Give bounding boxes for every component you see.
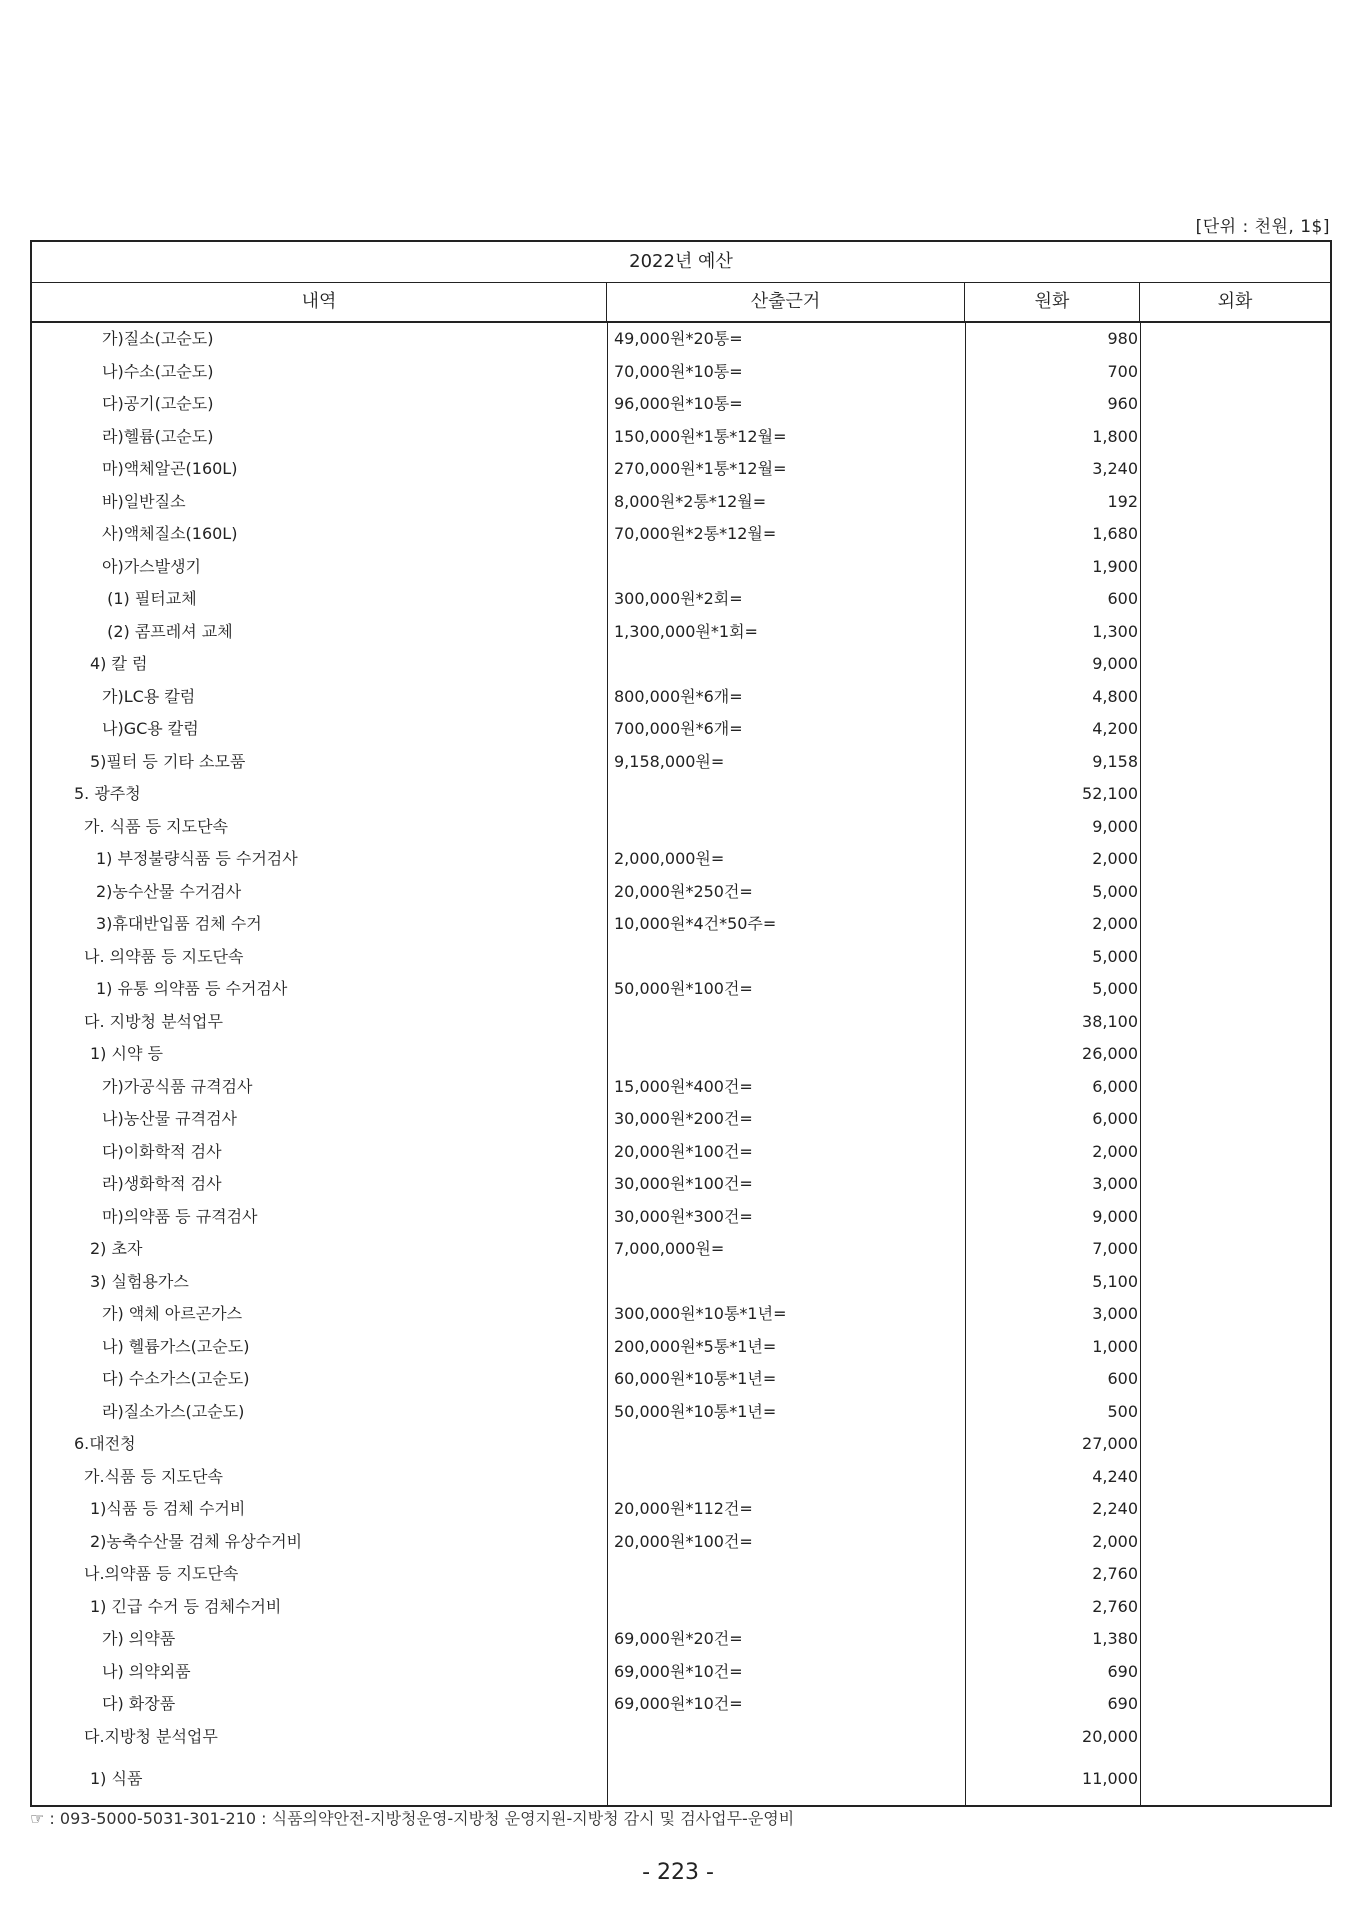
row-krw: 20,000: [1082, 1726, 1138, 1746]
row-krw: 38,100: [1082, 1011, 1138, 1031]
row-krw: 2,760: [1092, 1596, 1138, 1616]
row-krw: 7,000: [1092, 1239, 1138, 1258]
row-krw: 5,000: [1092, 946, 1138, 966]
table-row: [32, 876, 1330, 909]
row-item: 라)헬륨(고순도): [102, 426, 214, 446]
row-basis: 700,000원*6개=: [614, 719, 743, 738]
row-item: 나)농산물 규격검사: [102, 1109, 237, 1128]
row-krw: 2,000: [1092, 914, 1138, 933]
table-row: [32, 356, 1330, 389]
table-row: [32, 811, 1330, 844]
row-foreign: [1140, 1201, 1330, 1234]
row-basis: 2,000,000원=: [614, 849, 725, 868]
row-krw: 11,000: [1082, 1769, 1138, 1788]
row-item: 가) 액체 아르곤가스: [102, 1304, 243, 1323]
row-basis: [607, 1038, 965, 1071]
table-row: [32, 1038, 1330, 1071]
row-krw: 1,680: [1092, 524, 1138, 543]
row-foreign: [1140, 1591, 1330, 1624]
table-row: [32, 1526, 1330, 1559]
row-item: 1) 식품: [90, 1769, 143, 1788]
row-krw: 980: [1107, 329, 1138, 348]
row-item: 바)일반질소: [102, 491, 186, 511]
row-foreign: [1140, 1721, 1330, 1754]
table-row: [32, 616, 1330, 649]
row-item: 6.대전청: [74, 1434, 136, 1453]
row-basis: 800,000원*6개=: [614, 686, 743, 706]
row-krw: 960: [1107, 394, 1138, 413]
row-foreign: [1140, 1266, 1330, 1299]
column-header-foreign: 외화: [1217, 291, 1253, 312]
row-krw: 3,000: [1092, 1304, 1138, 1323]
table-row: [32, 941, 1330, 974]
row-basis: 60,000원*10통*1년=: [614, 1369, 777, 1388]
row-krw: 700: [1107, 361, 1138, 381]
page-number: - 223 -: [642, 1860, 714, 1885]
row-foreign: [1140, 1038, 1330, 1071]
table-row: [32, 778, 1330, 811]
row-foreign: [1140, 1071, 1330, 1104]
row-basis: [607, 1006, 965, 1039]
row-item: 가.식품 등 지도단속: [84, 1466, 223, 1486]
table-row: [32, 1623, 1330, 1656]
row-item: 1) 유통 의약품 등 수거검사: [96, 979, 288, 998]
row-foreign: [1140, 1396, 1330, 1429]
row-basis: 8,000원*2통*12월=: [614, 491, 767, 511]
table-row: [32, 1493, 1330, 1526]
row-item: 가)가공식품 규격검사: [102, 1076, 253, 1096]
row-basis: 96,000원*10통=: [614, 394, 743, 413]
column-header-basis: 산출근거: [607, 283, 965, 321]
table-row: [32, 518, 1330, 551]
row-foreign: [1140, 1006, 1330, 1039]
table-row: [32, 1266, 1330, 1299]
row-foreign: [1140, 388, 1330, 421]
row-item: 5. 광주청: [74, 784, 141, 803]
row-basis: 200,000원*5통*1년=: [614, 1336, 777, 1356]
row-foreign: [1140, 583, 1330, 616]
row-item: 아)가스발생기: [102, 556, 201, 576]
row-basis: [607, 941, 965, 974]
row-foreign: [1140, 1558, 1330, 1591]
row-basis: 150,000원*1통*12월=: [614, 426, 787, 446]
row-item: (1) 필터교체: [102, 589, 197, 608]
row-foreign: [1140, 908, 1330, 941]
row-foreign: [1140, 843, 1330, 876]
row-item: (2) 콤프레셔 교체: [102, 621, 233, 641]
row-item: 라)생화학적 검사: [102, 1174, 222, 1193]
row-foreign: [1140, 453, 1330, 486]
row-foreign: [1140, 713, 1330, 746]
row-basis: 1,300,000원*1회=: [614, 621, 758, 641]
row-krw: 1,300: [1092, 621, 1138, 641]
row-basis: [607, 1266, 965, 1299]
row-krw: 1,000: [1092, 1336, 1138, 1356]
row-foreign: [1140, 356, 1330, 389]
row-foreign: [1140, 1753, 1330, 1805]
row-basis: 30,000원*200건=: [614, 1109, 753, 1128]
row-foreign: [1140, 486, 1330, 519]
row-foreign: [1140, 551, 1330, 584]
table-row: [32, 1656, 1330, 1689]
year-header: 2022년 예산: [32, 242, 1330, 283]
row-basis: 15,000원*400건=: [614, 1076, 753, 1096]
row-basis: 9,158,000원=: [614, 751, 725, 771]
row-item: 나)GC용 칼럼: [102, 719, 199, 738]
row-item: 4) 칼 럼: [90, 654, 148, 673]
row-foreign: [1140, 1136, 1330, 1169]
row-basis: 69,000원*20건=: [614, 1629, 743, 1648]
row-basis: [607, 551, 965, 584]
table-row: [32, 1753, 1330, 1805]
row-item: 1) 긴급 수거 등 검체수거비: [90, 1596, 282, 1616]
row-krw: 9,158: [1092, 751, 1138, 771]
row-item: 다) 화장품: [102, 1694, 176, 1713]
table-row: [32, 323, 1330, 356]
row-foreign: [1140, 1656, 1330, 1689]
row-item: 나) 의약외품: [102, 1661, 191, 1681]
table-row: [32, 421, 1330, 454]
row-foreign: [1140, 746, 1330, 779]
table-row: [32, 1201, 1330, 1234]
table-row: [32, 1591, 1330, 1624]
row-krw: 6,000: [1092, 1109, 1138, 1128]
row-item: 가. 식품 등 지도단속: [84, 816, 228, 836]
row-krw: 2,000: [1092, 1141, 1138, 1161]
row-item: 다. 지방청 분석업무: [84, 1011, 223, 1031]
row-basis: [607, 1591, 965, 1624]
table-row: [32, 1071, 1330, 1104]
row-krw: 192: [1107, 491, 1138, 511]
row-krw: 690: [1107, 1694, 1138, 1713]
row-basis: 10,000원*4건*50주=: [614, 914, 777, 933]
row-krw: 9,000: [1092, 1206, 1138, 1226]
row-item: 라)질소가스(고순도): [102, 1401, 245, 1421]
row-foreign: [1140, 421, 1330, 454]
row-foreign: [1140, 876, 1330, 909]
table-row: [32, 713, 1330, 746]
row-krw: 5,000: [1092, 881, 1138, 901]
row-item: 나)수소(고순도): [102, 361, 214, 381]
table-row: [32, 1136, 1330, 1169]
row-foreign: [1140, 616, 1330, 649]
table-row: [32, 908, 1330, 941]
row-basis: [607, 648, 965, 681]
row-basis: [607, 1428, 965, 1461]
row-krw: 600: [1107, 1369, 1138, 1388]
unit-label: [단위 : 천원, 1$]: [1195, 217, 1330, 237]
table-row: [32, 746, 1330, 779]
row-krw: 1,380: [1092, 1629, 1138, 1648]
row-foreign: [1140, 1428, 1330, 1461]
row-basis: 300,000원*2회=: [614, 589, 743, 608]
row-item: 5)필터 등 기타 소모품: [90, 751, 246, 771]
row-krw: 9,000: [1092, 654, 1138, 673]
row-basis: 69,000원*10건=: [614, 1694, 743, 1713]
row-foreign: [1140, 1526, 1330, 1559]
row-basis: 50,000원*10통*1년=: [614, 1401, 777, 1421]
row-item: 가)LC용 칼럼: [102, 686, 196, 706]
row-foreign: [1140, 1493, 1330, 1526]
row-item: 가)질소(고순도): [102, 329, 214, 348]
row-foreign: [1140, 1103, 1330, 1136]
table-row: [32, 1363, 1330, 1396]
row-foreign: [1140, 1688, 1330, 1721]
row-item: 3)휴대반입품 검체 수거: [96, 914, 262, 933]
budget-table: [30, 240, 1332, 1807]
table-row: [32, 1396, 1330, 1429]
row-basis: 20,000원*100건=: [614, 1531, 753, 1551]
row-foreign: [1140, 1461, 1330, 1494]
row-basis: 30,000원*300건=: [614, 1206, 753, 1226]
row-item: 1)식품 등 검체 수거비: [90, 1499, 246, 1518]
row-basis: 270,000원*1통*12월=: [614, 459, 787, 478]
row-item: 1) 부정불량식품 등 수거검사: [96, 849, 298, 868]
table-row: [32, 388, 1330, 421]
row-krw: 27,000: [1082, 1434, 1138, 1453]
row-basis: 70,000원*2통*12월=: [614, 524, 777, 543]
table-row: [32, 1721, 1330, 1754]
table-row: [32, 1233, 1330, 1266]
row-basis: 20,000원*250건=: [614, 881, 753, 901]
footnote: ☞ : 093-5000-5031-301-210 : 식품의약안전-지방청운영-지방청 운영지원-지방청 감시 및 검사업무-운영비: [30, 1809, 795, 1828]
table-row: [32, 1428, 1330, 1461]
row-krw: 26,000: [1082, 1044, 1138, 1063]
row-basis: [607, 811, 965, 844]
row-foreign: [1140, 648, 1330, 681]
row-krw: 500: [1107, 1401, 1138, 1421]
row-basis: 30,000원*100건=: [614, 1174, 753, 1193]
row-basis: [607, 1558, 965, 1591]
row-krw: 5,100: [1092, 1271, 1138, 1291]
row-item: 다) 수소가스(고순도): [102, 1369, 250, 1388]
row-krw: 4,240: [1092, 1466, 1138, 1486]
table-row: [32, 1558, 1330, 1591]
row-basis: 50,000원*100건=: [614, 979, 753, 998]
row-krw: 5,000: [1092, 979, 1138, 998]
row-item: 나. 의약품 등 지도단속: [84, 946, 244, 966]
table-row: [32, 453, 1330, 486]
table-row: [32, 1006, 1330, 1039]
row-krw: 2,000: [1092, 1531, 1138, 1551]
table-body: [32, 323, 1330, 1805]
row-item: 2) 초자: [90, 1239, 143, 1258]
row-foreign: [1140, 1363, 1330, 1396]
row-basis: 20,000원*100건=: [614, 1141, 753, 1161]
row-foreign: [1140, 518, 1330, 551]
row-krw: 9,000: [1092, 816, 1138, 836]
row-foreign: [1140, 811, 1330, 844]
row-krw: 6,000: [1092, 1076, 1138, 1096]
column-header-item: 내역: [32, 283, 607, 321]
row-item: 다.지방청 분석업무: [84, 1726, 218, 1746]
row-basis: 20,000원*112건=: [614, 1499, 753, 1518]
row-foreign: [1140, 973, 1330, 1006]
row-krw: 2,760: [1092, 1564, 1138, 1583]
row-krw: 3,240: [1092, 459, 1138, 478]
column-header-krw: 원화: [965, 283, 1140, 321]
row-item: 1) 시약 등: [90, 1044, 163, 1063]
row-krw: 2,240: [1092, 1499, 1138, 1518]
row-krw: 690: [1107, 1661, 1138, 1681]
row-foreign: [1140, 681, 1330, 714]
row-krw: 2,000: [1092, 849, 1138, 868]
table-row: [32, 648, 1330, 681]
row-basis: 69,000원*10건=: [614, 1661, 743, 1681]
table-row: [32, 843, 1330, 876]
column-header-row: [32, 283, 1330, 323]
table-row: [32, 486, 1330, 519]
row-item: 다)공기(고순도): [102, 394, 214, 413]
row-basis: [607, 1721, 965, 1754]
row-item: 2)농축수산물 검체 유상수거비: [90, 1531, 303, 1551]
table-row: [32, 583, 1330, 616]
table-row: [32, 1298, 1330, 1331]
row-foreign: [1140, 323, 1330, 356]
table-row: [32, 1168, 1330, 1201]
row-basis: 300,000원*10통*1년=: [614, 1304, 787, 1323]
row-item: 나.의약품 등 지도단속: [84, 1564, 239, 1583]
table-row: [32, 1688, 1330, 1721]
row-basis: [607, 1461, 965, 1494]
row-foreign: [1140, 1233, 1330, 1266]
row-foreign: [1140, 778, 1330, 811]
row-foreign: [1140, 1298, 1330, 1331]
row-item: 마)액체알곤(160L): [102, 459, 238, 478]
row-krw: 4,800: [1092, 686, 1138, 706]
row-krw: 4,200: [1092, 719, 1138, 738]
row-foreign: [1140, 1168, 1330, 1201]
row-krw: 1,800: [1092, 426, 1138, 446]
row-basis: 7,000,000원=: [614, 1239, 725, 1258]
row-foreign: [1140, 1623, 1330, 1656]
table-row: [32, 1331, 1330, 1364]
table-row: [32, 681, 1330, 714]
row-item: 사)액체질소(160L): [102, 524, 238, 543]
row-item: 마)의약품 등 규격검사: [102, 1206, 258, 1226]
row-krw: 600: [1107, 589, 1138, 608]
table-row: [32, 973, 1330, 1006]
row-basis: [607, 778, 965, 811]
table-row: [32, 1461, 1330, 1494]
row-item: 2)농수산물 수거검사: [96, 881, 242, 901]
table-row: [32, 551, 1330, 584]
row-basis: [607, 1753, 965, 1805]
row-basis: 70,000원*10통=: [614, 361, 743, 381]
row-item: 다)이화학적 검사: [102, 1141, 222, 1161]
row-basis: 49,000원*20통=: [614, 329, 743, 348]
row-item: 3) 실험용가스: [90, 1271, 189, 1291]
row-krw: 52,100: [1082, 784, 1138, 803]
row-foreign: [1140, 1331, 1330, 1364]
row-krw: 3,000: [1092, 1174, 1138, 1193]
table-row: [32, 1103, 1330, 1136]
row-foreign: [1140, 941, 1330, 974]
row-item: 가) 의약품: [102, 1629, 176, 1648]
row-item: 나) 헬륨가스(고순도): [102, 1336, 250, 1356]
row-krw: 1,900: [1092, 556, 1138, 576]
